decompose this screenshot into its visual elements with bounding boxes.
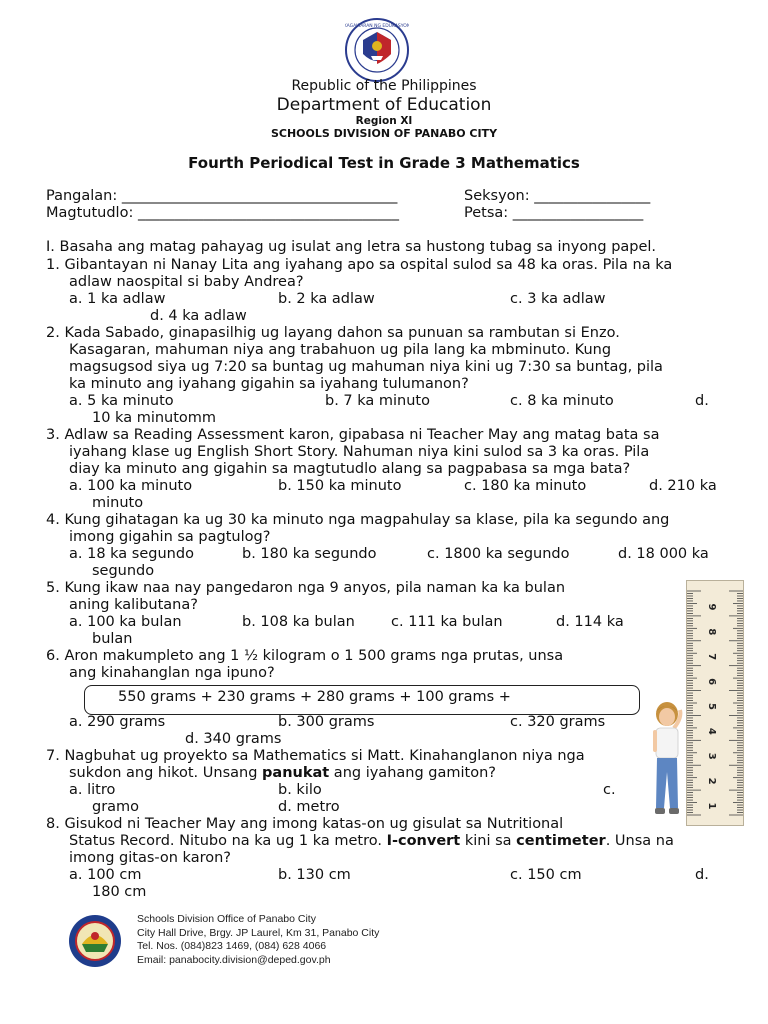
ruler-digit: 5 — [706, 703, 717, 710]
division-heading: SCHOOLS DIVISION OF PANABO CITY — [270, 127, 498, 140]
q2-text-line1: 2. Kada Sabado, ginapasilhig ug layang dahon sa punuan sa rambutan si Enzo. — [46, 325, 620, 341]
q2-text-line4: ka minuto ang iyahang gigahin sa iyahang tulumanon? — [69, 376, 469, 392]
q3-choice-d: d. 210 ka — [649, 478, 717, 494]
q1-text-line2: adlaw naospital si baby Andrea? — [69, 274, 304, 290]
footer-email[interactable]: Email: panabocity.division@deped.gov.ph — [137, 953, 331, 966]
q5-choice-b: b. 108 ka bulan — [242, 614, 355, 630]
q2-choice-a: a. 5 ka minuto — [69, 393, 174, 409]
q8-bold-centimeter: centimeter — [516, 833, 606, 849]
q3-choice-a: a. 100 ka minuto — [69, 478, 193, 494]
ruler-digit: 6 — [706, 678, 717, 686]
deped-seal-logo — [345, 18, 409, 82]
q3-text-line1: 3. Adlaw sa Reading Assessment karon, gipabasa ni Teacher May ang matag bata sa — [46, 427, 660, 443]
q7-choice-c: gramo — [92, 799, 140, 815]
ruler-digit: 2 — [706, 777, 717, 785]
footer-office: Schools Division Office of Panabo City — [137, 913, 316, 925]
ruler-digit: 1 — [706, 802, 717, 810]
department-heading: Department of Education — [276, 95, 492, 115]
q6-choice-c: c. 320 grams — [510, 714, 606, 730]
measuring-ruler — [686, 580, 744, 826]
q1-choice-b: b. 2 ka adlaw — [278, 291, 375, 307]
q8-choice-d: 180 cm — [92, 884, 147, 900]
test-title: Fourth Periodical Test in Grade 3 Mathematics — [188, 154, 580, 172]
ruler-digit: 3 — [706, 752, 717, 760]
q5-choice-d: d. 114 ka — [556, 614, 624, 630]
q8-choice-b: b. 130 cm — [278, 867, 351, 883]
ruler-digit: 4 — [706, 727, 717, 735]
q4-choice-d: d. 18 000 ka — [618, 546, 709, 562]
q1-text-line1: 1. Gibantayan ni Nanay Lita ang iyahang apo sa ospital sulod sa 48 ka oras. Pila na ka — [46, 257, 673, 273]
q3-choice-b: b. 150 ka minuto — [278, 478, 402, 494]
child-illustration — [644, 700, 690, 820]
q4-choice-b: b. 180 ka segundo — [242, 546, 377, 562]
q6-equation-text: 550 grams + 230 grams + 280 grams + 100 grams + — [118, 689, 511, 705]
date-field[interactable]: Petsa: __________________ — [464, 205, 644, 221]
q2-choice-d-letter: d. — [695, 393, 709, 409]
region-heading: Region XI — [355, 115, 413, 127]
country-heading: Republic of the Philippines — [291, 78, 477, 94]
q7-choice-b: b. kilo — [278, 782, 322, 798]
footer-address: City Hall Drive, Brgy. JP Laurel, Km 31, Panabo City — [137, 926, 380, 939]
q4-choice-d-cont: segundo — [92, 563, 155, 579]
footer-telephone: Tel. Nos. (084)823 1469, (084) 628 4066 — [137, 940, 327, 952]
q3-text-line3: diay ka minuto ang gigahin sa magtutudlo alang sa pagpabasa sa mga bata? — [69, 461, 631, 477]
q8-text-pre: Status Record. Nitubo na ka ug 1 ka metro. — [69, 833, 387, 849]
q7-bold-word: panukat — [262, 765, 330, 781]
q2-choice-c: c. 8 ka minuto — [510, 393, 614, 409]
q8-choice-d-letter: d. — [695, 867, 709, 883]
ruler-digit: 9 — [706, 603, 717, 611]
q3-text-line2: iyahang klase ug English Short Story. Nahuman niya kini sulod sa 3 ka oras. Pila — [69, 444, 650, 460]
q8-bold-convert: I-convert — [386, 833, 461, 849]
q7-text-line1: 7. Nagbuhat ug proyekto sa Mathematics si Matt. Kinahanglanon niya nga — [46, 748, 585, 764]
q7-text-line2 — [69, 765, 496, 782]
svg-text:KAGAWARAN NG EDUKASYON: KAGAWARAN NG EDUKASYON — [345, 24, 409, 29]
q1-choice-c: c. 3 ka adlaw — [510, 291, 606, 307]
q6-choice-a: a. 290 grams — [69, 714, 166, 730]
q4-text-line1: 4. Kung gihatagan ka ug 30 ka minuto nga magpahulay sa klase, pila ka segundo ang — [46, 512, 670, 528]
q7-text-pre: sukdon ang hikot. Unsang — [69, 765, 263, 781]
ruler-digit: 7 — [706, 653, 717, 661]
q8-text-post: . Unsa na — [605, 833, 674, 849]
q2-choice-b: b. 7 ka minuto — [325, 393, 430, 409]
q7-choice-d: d. metro — [278, 799, 340, 815]
instruction-text: I. Basaha ang matag pahayag ug isulat ang letra sa hustong tubag sa inyong papel. — [46, 239, 657, 255]
q8-text-mid: kini sa — [460, 833, 517, 849]
q4-text-line2: imong gigahin sa pagtulog? — [69, 529, 271, 545]
ruler-digit: 8 — [706, 628, 717, 636]
q7-choice-c-letter: c. — [603, 782, 616, 798]
teacher-field[interactable]: Magtutudlo: ____________________________________ — [46, 205, 399, 221]
q6-text-line1: 6. Aron makumpleto ang 1 ½ kilogram o 1 500 grams nga prutas, unsa — [46, 648, 564, 664]
q8-choice-a: a. 100 cm — [69, 867, 142, 883]
q7-choice-a: a. litro — [69, 782, 116, 798]
q3-choice-c: c. 180 ka minuto — [464, 478, 587, 494]
q6-choice-d: d. 340 grams — [185, 731, 282, 747]
q2-choice-d: 10 ka minutomm — [92, 410, 217, 426]
q8-text-line2 — [69, 833, 674, 850]
q5-choice-c: c. 111 ka bulan — [391, 614, 503, 630]
q4-choice-c: c. 1800 ka segundo — [427, 546, 570, 562]
division-seal-logo — [68, 914, 122, 968]
q5-text-line2: aning kalibutana? — [69, 597, 198, 613]
name-field[interactable]: Pangalan: ______________________________________ — [46, 188, 398, 204]
q2-text-line2: Kasagaran, mahuman niya ang trabahuon ug pila lang ka mbminuto. Kung — [69, 342, 612, 358]
q7-text-post: ang iyahang gamiton? — [329, 765, 496, 781]
ruler-ticks — [687, 581, 743, 825]
q5-text-line1: 5. Kung ikaw naa nay pangedaron nga 9 anyos, pila naman ka ka bulan — [46, 580, 566, 596]
q6-choice-b: b. 300 grams — [278, 714, 375, 730]
q8-text-line3: imong gitas-on karon? — [69, 850, 231, 866]
q8-choice-c: c. 150 cm — [510, 867, 582, 883]
q4-choice-a: a. 18 ka segundo — [69, 546, 194, 562]
q5-choice-a: a. 100 ka bulan — [69, 614, 182, 630]
q5-choice-d-cont: bulan — [92, 631, 133, 647]
q1-choice-a: a. 1 ka adlaw — [69, 291, 166, 307]
q3-choice-d-cont: minuto — [92, 495, 144, 511]
q1-choice-d: d. 4 ka adlaw — [150, 308, 247, 324]
section-field[interactable]: Seksyon: ________________ — [464, 188, 651, 204]
q8-text-line1: 8. Gisukod ni Teacher May ang imong katas-on ug gisulat sa Nutritional — [46, 816, 564, 832]
q6-text-line2: ang kinahanglan nga ipuno? — [69, 665, 275, 681]
q2-text-line3: magsugsod siya ug 7:20 sa buntag ug mahuman niya kini ug 7:30 sa buntag, pila — [69, 359, 663, 375]
